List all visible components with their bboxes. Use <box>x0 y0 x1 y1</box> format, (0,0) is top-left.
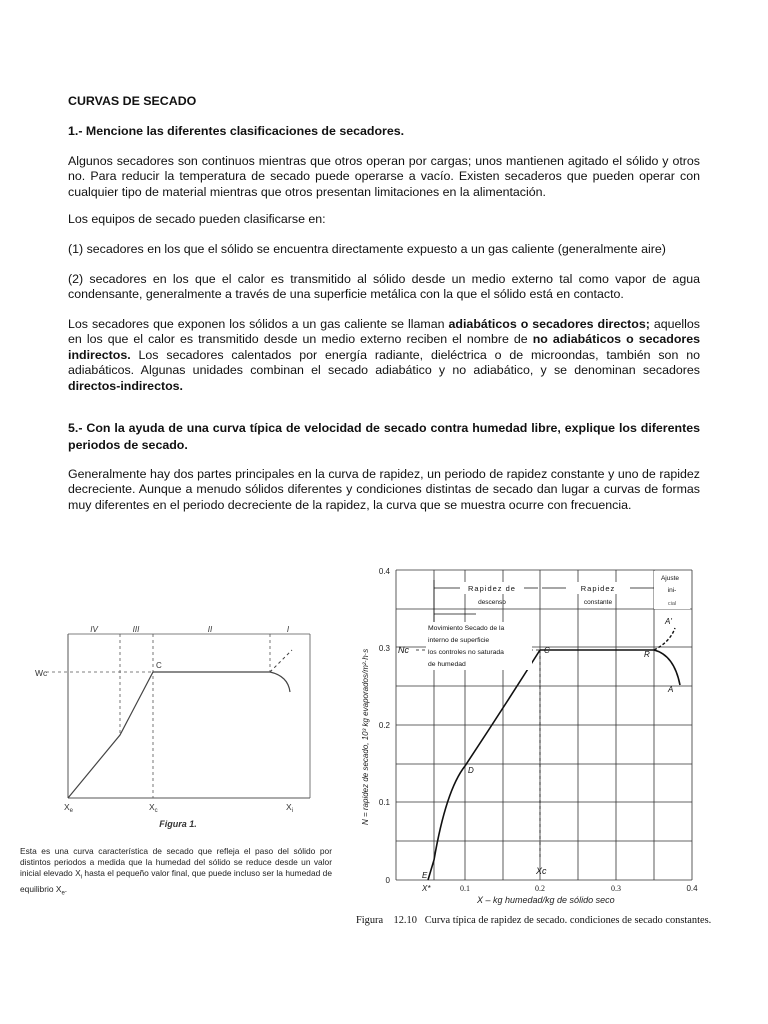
x-axis-label: X – kg humedad/kg de sólido seco <box>477 895 615 905</box>
grid <box>396 570 692 880</box>
note-line-4: de humedad <box>428 661 466 668</box>
xstar-label: X* <box>422 884 431 893</box>
y-tick-0.3: 0.3 <box>378 644 390 653</box>
x-tick-0.2: 0.2 <box>535 884 545 893</box>
figure-2-drying-rate-chart <box>352 560 762 905</box>
ajuste-label-3: cial <box>667 601 677 607</box>
figure-1-drying-curve <box>20 620 340 835</box>
paragraph-5: Los secadores que exponen los sólidos a un gas caliente se llaman adiabáticos o secadores directos; aquellos en los que el calor es transmitido desde un medio externo reciben el nombre de no adiabáticos o secadores indirectos. Los secadores calentados por energía radiante, dieléctrica o de microondas, también son no adiabáticos. Algunas unidades combinan el secado adiabático y no adiabático, y se denominan secadores directos-indirectos. <box>68 317 701 393</box>
document-title: CURVAS DE SECADO <box>68 94 197 108</box>
x-tick-0.3: 0.3 <box>611 884 621 893</box>
y-tick-0.4: 0.4 <box>378 567 390 576</box>
rapidez-constante-label-1: Rapidez <box>580 584 616 593</box>
xc-label: Xc <box>536 866 547 876</box>
x-tick-0.1: 0.1 <box>460 884 470 893</box>
xi-label: $X_i$ <box>286 802 294 814</box>
curve-A-branch <box>654 650 680 685</box>
rapidez-constante-label-2: constante <box>583 599 613 606</box>
wc-label: Wc <box>35 668 48 678</box>
paragraph-3: (1) secadores en los que el sólido se encuentra directamente expuesto a un gas caliente (generalmente aire) <box>68 242 666 256</box>
zone-III-label: III <box>132 625 140 634</box>
y-tick-0.2: 0.2 <box>378 721 390 730</box>
y-axis-label: N = rapidez de secado, 10³ kg evaporados/m²·h·s <box>361 648 370 825</box>
y-tick-0.1: 0.1 <box>378 798 390 807</box>
paragraph-1: Algunos secadores son continuos mientras que otros operan por cargas; unos mantienen agitado el sólido y otros no. Para reducir la temperatura de secado puede operarse a vacío. Existen secaderos que pueden operar con cualquier tipo de material mientras que otros presentan limitaciones en la alimentación. <box>68 154 700 199</box>
figure-1-caption: Esta es una curva característica de secado que refleja el paso del sólido por distintos periodos a medida que la humedad del sólido se reduce desde un valor inicial elevado $X_i$ hasta el pequeño valor final, que puede incluso ser la humedad de equilibrio $X_e$. <box>20 846 332 897</box>
note-line-1: Movimiento Secado de la <box>428 625 505 632</box>
figure-1-title: Figura 1. <box>159 819 197 829</box>
xe-label: $X_e$ <box>64 802 74 814</box>
point-Aprime-label: A' <box>665 617 672 626</box>
point-D-label: D <box>468 766 474 775</box>
rapidez-descenso-label-2: descenso <box>478 599 506 606</box>
point-R-label: R <box>644 650 650 659</box>
question-5-heading: 5.- Con la ayuda de una curva típica de velocidad de secado contra humedad libre, explique los diferentes periodos de secado. <box>68 421 700 452</box>
figure-1-curve <box>68 672 270 798</box>
zone-I-label: I <box>286 625 290 634</box>
nc-label: Nc <box>398 645 409 655</box>
point-C-label: C <box>544 646 550 655</box>
point-A-label: A <box>668 685 674 694</box>
ajuste-label-1: Ajuste <box>660 575 680 582</box>
y-tick-0: 0 <box>385 876 390 885</box>
zone-IV-label: IV <box>90 625 98 634</box>
question-1-heading: 1.- Mencione las diferentes clasificaciones de secadores. <box>68 124 405 138</box>
x-tick-0.4: 0.4 <box>686 884 698 893</box>
zone-II-label: II <box>207 625 213 634</box>
note-line-3: los controles no saturada <box>428 649 504 656</box>
point-E-label: E <box>422 871 428 880</box>
drying-rate-curve <box>428 650 654 880</box>
paragraph-6: Generalmente hay dos partes principales en la curva de rapidez, un periodo de rapidez constante y uno de rapidez decreciente. Aunque a menudo sólidos diferentes y condiciones distintas de secado dan lugar a curvas de formas muy diferentes en el periodo decreciente de la rapidez, la curva que se muestra ocurre con frecuencia. <box>68 467 700 512</box>
paragraph-4: (2) secadores en los que el calor es transmitido al sólido desde un medio externo tal como vapor de agua condensante, generalmente a través de una superficie metálica con la que el sólido está en contacto. <box>68 272 700 302</box>
paragraph-2: Los equipos de secado pueden clasificarse en: <box>68 212 326 226</box>
c-point-label: C <box>156 661 162 670</box>
note-line-2: interno de superficie <box>428 637 490 644</box>
figure-2-caption: Figura 12.10 Curva típica de rapidez de secado. condiciones de secado constantes. <box>356 915 712 926</box>
ajuste-label-2: ini- <box>667 587 677 594</box>
xc-label: $X_c$ <box>149 802 158 814</box>
rapidez-descenso-label-1: Rapidez de <box>468 584 516 593</box>
